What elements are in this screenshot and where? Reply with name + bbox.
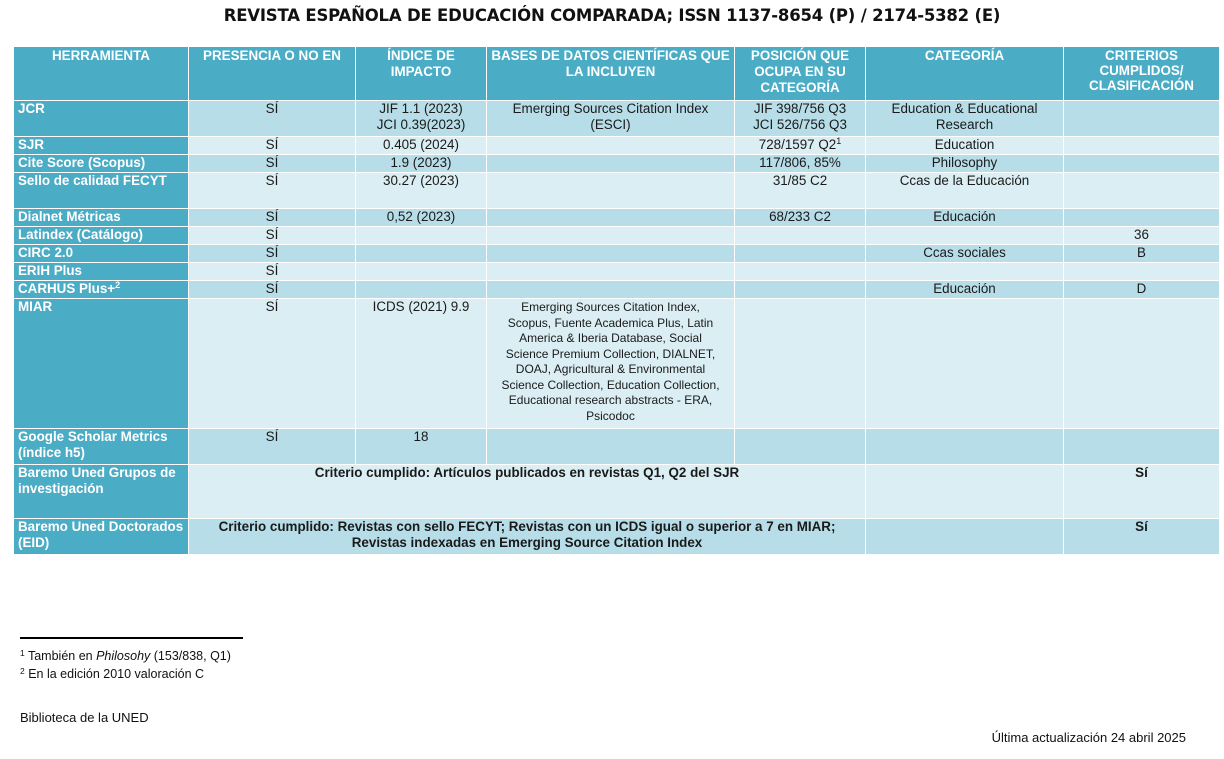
library-label: Biblioteca de la UNED <box>20 710 149 725</box>
category-cell <box>866 519 1064 555</box>
impact-line: JIF 1.1 (2023) <box>379 101 463 116</box>
databases-cell <box>487 263 735 281</box>
footnote-italic: Philosohy <box>96 649 151 663</box>
table-row <box>14 281 1220 299</box>
impact-cell: 18 <box>356 429 487 465</box>
table-row <box>14 173 1220 209</box>
databases-cell <box>487 155 735 173</box>
table-row <box>14 101 1220 137</box>
criterion-text-cell: Criterio cumplido: Revistas con sello FECYT; Revistas con un ICDS igual o superior a 7 en MIAR; Revistas indexadas en Emerging Source Citation Index <box>189 519 866 555</box>
position-cell <box>735 263 866 281</box>
databases-cell <box>487 137 735 155</box>
header-posicion: POSICIÓN QUE OCUPA EN SU CATEGORÍA <box>735 47 866 101</box>
tool-name: SJR <box>14 137 189 155</box>
category-cell: Education & Educational Research <box>866 101 1064 137</box>
criteria-cell: D <box>1064 281 1220 299</box>
table-row <box>14 299 1220 429</box>
presence-cell: SÍ <box>189 429 356 465</box>
impact-cell: 30.27 (2023) <box>356 173 487 209</box>
criteria-cell <box>1064 101 1220 137</box>
position-line: JCI 526/756 Q3 <box>753 117 847 132</box>
header-bases: BASES DE DATOS CIENTÍFICAS QUE LA INCLUYEN <box>487 47 735 101</box>
impact-cell <box>356 101 487 137</box>
footnote-ref[interactable]: 1 <box>836 136 842 146</box>
databases-cell <box>487 245 735 263</box>
footnote-number: 1 <box>20 648 25 658</box>
table-row <box>14 137 1220 155</box>
criteria-cell <box>1064 429 1220 465</box>
position-cell <box>735 227 866 245</box>
header-criterios: CRITERIOS CUMPLIDOS/ CLASIFICACIÓN <box>1064 47 1220 101</box>
impact-cell: 1.9 (2023) <box>356 155 487 173</box>
position-cell <box>735 245 866 263</box>
tool-name: Baremo Uned Doctorados (EID) <box>14 519 189 555</box>
category-cell <box>866 299 1064 429</box>
presence-cell: SÍ <box>189 245 356 263</box>
databases-cell <box>487 429 735 465</box>
presence-cell: SÍ <box>189 173 356 209</box>
position-cell <box>735 299 866 429</box>
presence-cell: SÍ <box>189 209 356 227</box>
presence-cell: SÍ <box>189 155 356 173</box>
tool-name: Latindex (Catálogo) <box>14 227 189 245</box>
tool-name: CIRC 2.0 <box>14 245 189 263</box>
footnote-separator <box>20 637 243 639</box>
footnote-number: 2 <box>20 666 25 676</box>
position-cell <box>735 281 866 299</box>
metrics-table <box>13 46 1220 555</box>
category-cell <box>866 263 1064 281</box>
impact-cell: 0.405 (2024) <box>356 137 487 155</box>
databases-cell <box>487 173 735 209</box>
criteria-cell <box>1064 209 1220 227</box>
table-row <box>14 155 1220 173</box>
impact-cell: ICDS (2021) 9.9 <box>356 299 487 429</box>
footnote-text: En la edición 2010 valoración C <box>28 667 205 681</box>
table-row <box>14 519 1220 555</box>
impact-cell <box>356 263 487 281</box>
position-cell: 31/85 C2 <box>735 173 866 209</box>
criterion-text-cell: Criterio cumplido: Artículos publicados en revistas Q1, Q2 del SJR <box>189 465 866 519</box>
tool-name: Sello de calidad FECYT <box>14 173 189 209</box>
table-row <box>14 245 1220 263</box>
impact-cell <box>356 245 487 263</box>
presence-cell: SÍ <box>189 137 356 155</box>
table-row <box>14 263 1220 281</box>
databases-cell: Emerging Sources Citation Index, Scopus, Fuente Academica Plus, Latin America & Iberia Database, Social Science Premium Collection, DIALNET, DOAJ, Agricultural & Environmental Science Collection, Education Collection, Educational research abstracts - ERA, Psicodoc <box>487 299 735 429</box>
position-cell: 117/806, 85% <box>735 155 866 173</box>
impact-cell <box>356 281 487 299</box>
criteria-cell <box>1064 173 1220 209</box>
position-cell <box>735 137 866 155</box>
criteria-cell: Sí <box>1064 519 1220 555</box>
presence-cell: SÍ <box>189 101 356 137</box>
table-row <box>14 227 1220 245</box>
tool-name: Baremo Uned Grupos de investigación <box>14 465 189 519</box>
category-cell: Educación <box>866 209 1064 227</box>
category-cell: Ccas de la Educación <box>866 173 1064 209</box>
footnote-1 <box>20 649 231 663</box>
tool-name: CARHUS Plus+ <box>18 281 116 296</box>
databases-cell: Emerging Sources Citation Index (ESCI) <box>487 101 735 137</box>
category-cell: Ccas sociales <box>866 245 1064 263</box>
header-presencia: PRESENCIA O NO EN <box>189 47 356 101</box>
position-cell <box>735 429 866 465</box>
footnote-ref[interactable]: 2 <box>115 280 121 290</box>
position-cell: 68/233 C2 <box>735 209 866 227</box>
tool-name: Google Scholar Metrics (índice h5) <box>14 429 189 465</box>
criteria-cell: B <box>1064 245 1220 263</box>
footnote-text: También en <box>27 649 97 663</box>
tool-name: JCR <box>14 101 189 137</box>
presence-cell: SÍ <box>189 281 356 299</box>
impact-cell <box>356 227 487 245</box>
tool-name: ERIH Plus <box>14 263 189 281</box>
criteria-cell: 36 <box>1064 227 1220 245</box>
table-row <box>14 429 1220 465</box>
impact-cell: 0,52 (2023) <box>356 209 487 227</box>
criteria-cell <box>1064 137 1220 155</box>
table-header-row <box>14 47 1220 101</box>
position-line: JIF 398/756 Q3 <box>753 101 847 116</box>
position-text: 728/1597 Q2 <box>758 137 837 152</box>
tool-name-cell <box>14 281 189 299</box>
category-cell: Education <box>866 137 1064 155</box>
presence-cell: SÍ <box>189 299 356 429</box>
footnote-2 <box>20 667 204 681</box>
category-cell <box>866 429 1064 465</box>
databases-cell <box>487 209 735 227</box>
document-title: REVISTA ESPAÑOLA DE EDUCACIÓN COMPARADA; ISSN 1137-8654 (P) / 2174-5382 (E) <box>223 6 1001 25</box>
position-cell <box>735 101 866 137</box>
last-update: Última actualización 24 abril 2025 <box>991 730 1186 745</box>
criteria-cell <box>1064 263 1220 281</box>
presence-cell: SÍ <box>189 227 356 245</box>
footnote-text: (153/838, Q1) <box>150 649 231 663</box>
databases-cell <box>487 227 735 245</box>
category-cell <box>866 465 1064 519</box>
impact-line: JCI 0.39(2023) <box>376 117 466 132</box>
databases-cell <box>487 281 735 299</box>
criteria-cell: Sí <box>1064 465 1220 519</box>
table-row <box>14 465 1220 519</box>
tool-name: Cite Score (Scopus) <box>14 155 189 173</box>
tool-name: MIAR <box>14 299 189 429</box>
criteria-cell <box>1064 155 1220 173</box>
header-indice: ÍNDICE DE IMPACTO <box>356 47 487 101</box>
criteria-cell <box>1064 299 1220 429</box>
header-herramienta: HERRAMIENTA <box>14 47 189 101</box>
category-cell: Philosophy <box>866 155 1064 173</box>
category-cell: Educación <box>866 281 1064 299</box>
presence-cell: SÍ <box>189 263 356 281</box>
category-cell <box>866 227 1064 245</box>
header-categoria: CATEGORÍA <box>866 47 1064 101</box>
tool-name: Dialnet Métricas <box>14 209 189 227</box>
table-row <box>14 209 1220 227</box>
